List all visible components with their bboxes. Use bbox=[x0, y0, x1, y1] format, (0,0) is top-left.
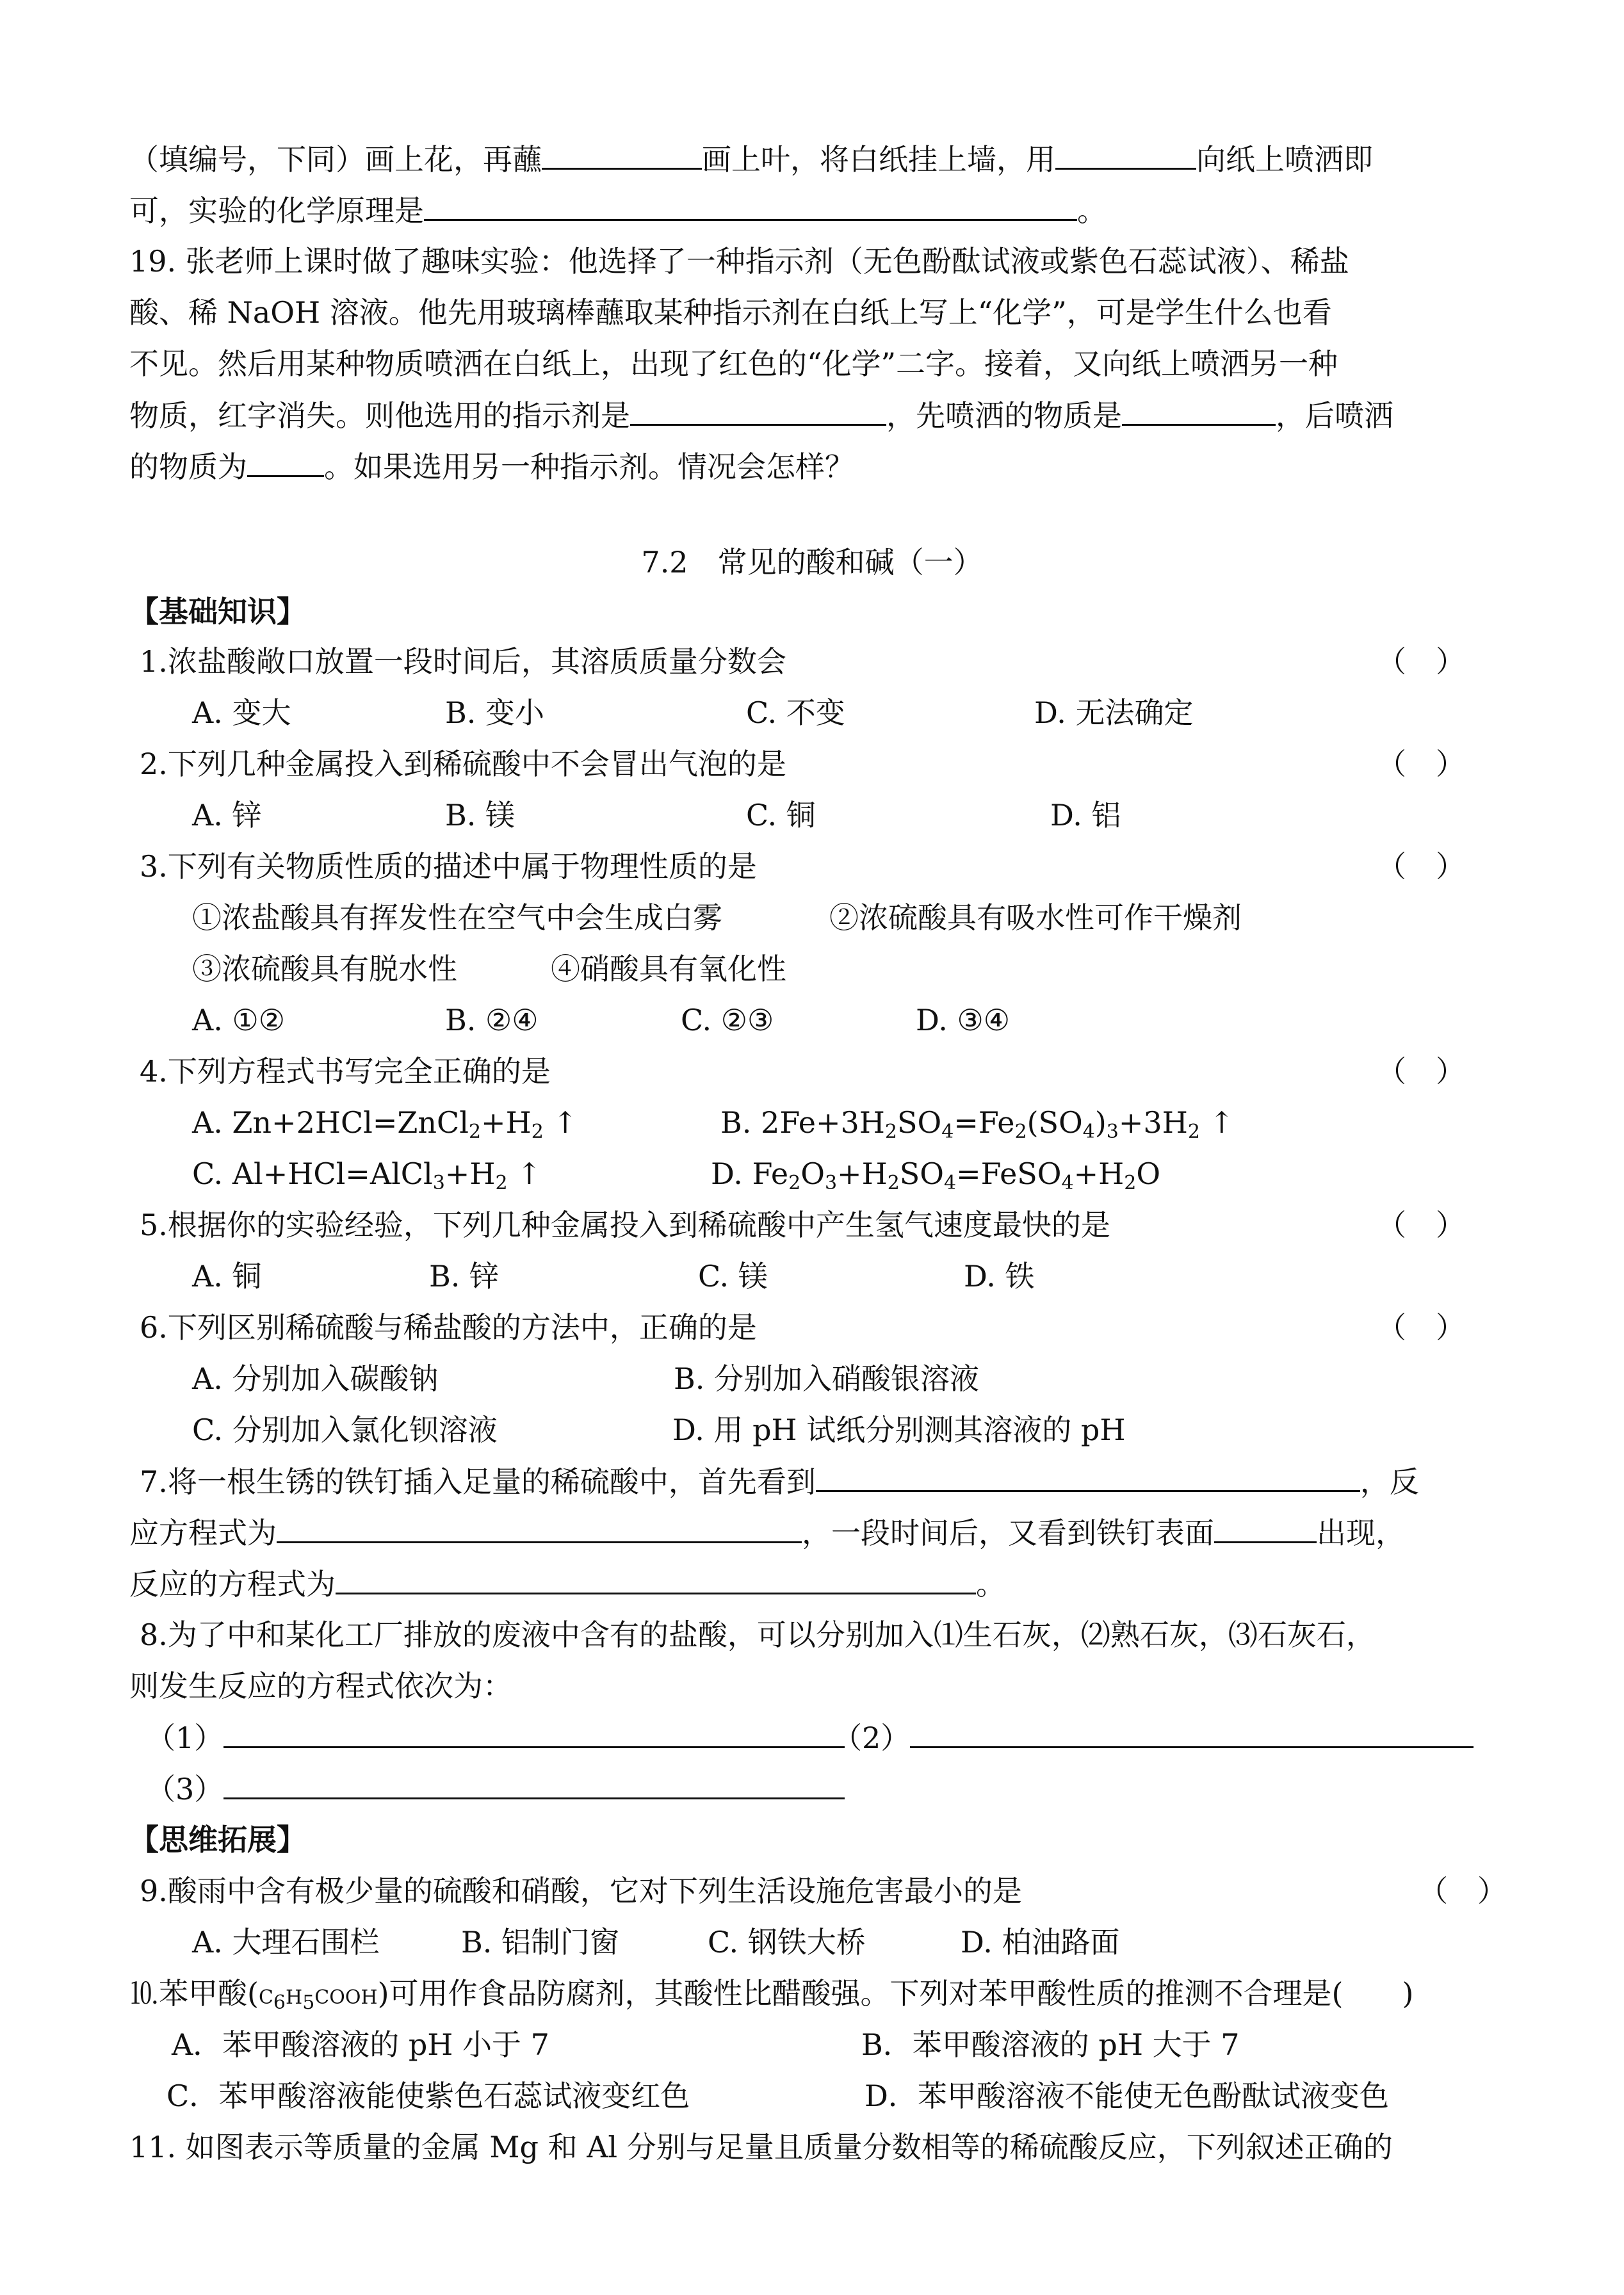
q6-stem: 6.下列区别稀硫酸与稀盐酸的方法中，正确的是 bbox=[140, 1310, 757, 1345]
q18-blank-1[interactable] bbox=[542, 140, 702, 170]
q1-answer-paren[interactable]: （ ） bbox=[1377, 644, 1465, 679]
q2-option-d[interactable]: D. 铝 bbox=[1050, 798, 1121, 832]
q6-option-a[interactable]: A. 分别加入碳酸钠 bbox=[192, 1361, 439, 1396]
q8-answer-3 bbox=[146, 1769, 845, 1808]
q7-line2 bbox=[129, 1513, 1405, 1552]
q7-text: 。 bbox=[976, 1567, 1005, 1602]
q10-option-c[interactable]: C．苯甲酸溶液能使紫色石蕊试液变红色 bbox=[166, 2079, 690, 2113]
q19-text: ，先喷洒的物质是 bbox=[886, 398, 1122, 433]
q4-option-c[interactable]: C. $Al+HCl=AlCl_3+H_2$ ↑ bbox=[192, 1156, 542, 1194]
q9-option-a[interactable]: A. 大理石围栏 bbox=[192, 1925, 380, 1959]
section-title: 7.2 常见的酸和碱（一） bbox=[641, 545, 983, 580]
q3-item-4: ④硝酸具有氧化性 bbox=[551, 952, 786, 986]
q9-option-c[interactable]: C. 钢铁大桥 bbox=[708, 1925, 866, 1959]
q18-blank-2[interactable] bbox=[1055, 140, 1196, 170]
q10-option-a[interactable]: A．苯甲酸溶液的 pH 小于 7 bbox=[172, 2027, 549, 2062]
q18-text: （填编号，下同）画上花，再蘸 bbox=[129, 142, 542, 177]
option-label: D. bbox=[711, 1156, 752, 1191]
q1-option-a[interactable]: A. 变大 bbox=[192, 695, 291, 730]
option-label: A. bbox=[192, 1105, 232, 1140]
option-label: C. bbox=[192, 1156, 232, 1191]
thinking-extension-heading: 【思维拓展】 bbox=[129, 1822, 306, 1857]
q7-blank-equation-1[interactable] bbox=[277, 1513, 802, 1543]
q2-option-b[interactable]: B. 镁 bbox=[445, 798, 516, 832]
q3-stem: 3.下列有关物质性质的描述中属于物理性质的是 bbox=[140, 849, 757, 884]
q8-blank-2[interactable] bbox=[910, 1718, 1474, 1748]
q8-answer-2 bbox=[832, 1718, 1474, 1756]
q10-stem bbox=[129, 1974, 1413, 2013]
q3-option-b[interactable]: B. ②④ bbox=[445, 1003, 539, 1037]
q5-option-a[interactable]: A. 铜 bbox=[192, 1259, 262, 1293]
q18-text: 。 bbox=[1077, 193, 1107, 228]
q10-text: )可用作食品防腐剂，其酸性比醋酸强。下列对苯甲酸性质的推测不合理是( ) bbox=[377, 1976, 1414, 2011]
q19-line4 bbox=[129, 396, 1393, 434]
q11-line1: 11. 如图表示等质量的金属 Mg 和 Al 分别与足量且质量分数相等的稀硫酸反应，下列叙述正确的 bbox=[129, 2130, 1393, 2164]
q19-line3: 不见。然后用某种物质喷洒在白纸上，出现了红色的“化学”二字。接着，又向纸上喷洒另一种 bbox=[129, 346, 1338, 381]
q18-line1 bbox=[129, 140, 1373, 178]
q8-label-2: （2） bbox=[832, 1721, 911, 1755]
q19-text: ，后喷洒 bbox=[1276, 398, 1393, 433]
q10-text: ⒑苯甲酸( bbox=[129, 1976, 259, 2011]
q9-option-b[interactable]: B. 铝制门窗 bbox=[461, 1925, 620, 1959]
q5-answer-paren[interactable]: （ ） bbox=[1377, 1208, 1465, 1242]
q7-line1 bbox=[140, 1462, 1419, 1500]
q4-option-b[interactable]: B. $2Fe+3H_2SO_4=Fe_2(SO_4)_3+3H_2$ ↑ bbox=[720, 1105, 1235, 1143]
q19-blank-first[interactable] bbox=[1122, 396, 1276, 426]
q18-blank-3[interactable] bbox=[424, 191, 1077, 221]
q2-answer-paren[interactable]: （ ） bbox=[1377, 747, 1465, 781]
q2-option-a[interactable]: A. 锌 bbox=[192, 798, 262, 832]
q7-line3 bbox=[129, 1564, 1005, 1603]
q7-text: 应方程式为 bbox=[129, 1516, 277, 1550]
q5-stem: 5.根据你的实验经验，下列几种金属投入到稀硫酸中产生氢气速度最快的是 bbox=[140, 1208, 1110, 1242]
q7-blank-observation-1[interactable] bbox=[816, 1462, 1360, 1492]
q18-text: 画上叶，将白纸挂上墙，用 bbox=[702, 142, 1055, 177]
q3-item-1: ①浓盐酸具有挥发性在空气中会生成白雾 bbox=[192, 900, 722, 935]
q3-answer-paren[interactable]: （ ） bbox=[1377, 849, 1465, 884]
q8-label-1: （1） bbox=[146, 1721, 224, 1755]
q5-option-d[interactable]: D. 铁 bbox=[964, 1259, 1035, 1293]
q6-answer-paren[interactable]: （ ） bbox=[1377, 1310, 1465, 1345]
q9-stem: 9.酸雨中含有极少量的硫酸和硝酸，它对下列生活设施危害最小的是 bbox=[140, 1874, 1022, 1908]
q10-option-b[interactable]: B．苯甲酸溶液的 pH 大于 7 bbox=[861, 2027, 1240, 2062]
q8-blank-3[interactable] bbox=[223, 1769, 845, 1799]
q1-option-d[interactable]: D. 无法确定 bbox=[1034, 695, 1194, 730]
q6-option-c[interactable]: C. 分别加入氯化钡溶液 bbox=[192, 1413, 498, 1447]
q1-stem: 1.浓盐酸敞口放置一段时间后，其溶质质量分数会 bbox=[140, 644, 786, 679]
q8-label-3: （3） bbox=[146, 1772, 224, 1806]
q4-option-a[interactable]: A. $Zn+2HCl=ZnCl_2+H_2$ ↑ bbox=[192, 1105, 578, 1143]
q19-blank-second[interactable] bbox=[247, 447, 324, 477]
q19-text: 物质，红字消失。则他选用的指示剂是 bbox=[129, 398, 630, 433]
q10-option-d[interactable]: D．苯甲酸溶液不能使无色酚酞试液变色 bbox=[865, 2079, 1389, 2113]
q18-line2 bbox=[129, 191, 1107, 229]
q10-formula: $C_6H_5COOH$ bbox=[258, 1986, 378, 2014]
q7-text: 7.将一根生锈的铁钉插入足量的稀硫酸中，首先看到 bbox=[140, 1464, 816, 1499]
q4-answer-paren[interactable]: （ ） bbox=[1377, 1054, 1465, 1089]
q7-text: ，一段时间后，又看到铁钉表面 bbox=[802, 1516, 1214, 1550]
q2-option-c[interactable]: C. 铜 bbox=[746, 798, 816, 832]
q3-item-3: ③浓硫酸具有脱水性 bbox=[192, 952, 457, 986]
q9-answer-paren[interactable]: （ ） bbox=[1418, 1874, 1507, 1908]
q8-answer-1 bbox=[146, 1718, 845, 1756]
q3-item-2: ②浓硫酸具有吸水性可作干燥剂 bbox=[829, 900, 1242, 935]
q3-option-c[interactable]: C. ②③ bbox=[681, 1003, 774, 1037]
q18-text: 向纸上喷洒即 bbox=[1196, 142, 1373, 177]
q8-blank-1[interactable] bbox=[223, 1718, 845, 1748]
q5-option-b[interactable]: B. 锌 bbox=[429, 1259, 499, 1293]
q19-text: 的物质为 bbox=[129, 450, 247, 484]
q1-option-c[interactable]: C. 不变 bbox=[746, 695, 845, 730]
q6-option-d[interactable]: D. 用 pH 试纸分别测其溶液的 pH bbox=[672, 1413, 1126, 1447]
q4-option-d[interactable]: D. $Fe_2O_3+H_2SO_4=FeSO_4+H_2O$ bbox=[711, 1156, 1161, 1194]
q3-option-d[interactable]: D. ③④ bbox=[916, 1003, 1010, 1037]
q3-option-a[interactable]: A. ①② bbox=[192, 1003, 285, 1037]
q7-text: 出现， bbox=[1317, 1516, 1405, 1550]
q1-option-b[interactable]: B. 变小 bbox=[445, 695, 545, 730]
q19-blank-indicator[interactable] bbox=[630, 396, 886, 426]
q7-blank-equation-2[interactable] bbox=[336, 1564, 976, 1594]
q6-option-b[interactable]: B. 分别加入硝酸银溶液 bbox=[674, 1361, 980, 1396]
q19-line2: 酸、稀 NaOH 溶液。他先用玻璃棒蘸取某种指示剂在白纸上写上“化学”，可是学生什么也看 bbox=[129, 295, 1332, 330]
q19-text: 。如果选用另一种指示剂。情况会怎样？ bbox=[324, 450, 854, 484]
q8-line1: 8.为了中和某化工厂排放的废液中含有的盐酸，可以分别加入⑴生石灰，⑵熟石灰，⑶石灰石， bbox=[140, 1618, 1376, 1652]
q19-line1: 19. 张老师上课时做了趣味实验：他选择了一种指示剂（无色酚酞试液或紫色石蕊试液）、稀盐 bbox=[129, 244, 1349, 279]
q19-line5 bbox=[129, 447, 854, 485]
q7-blank-observation-2[interactable] bbox=[1214, 1513, 1317, 1543]
q4-stem: 4.下列方程式书写完全正确的是 bbox=[140, 1054, 551, 1089]
q8-line2: 则发生反应的方程式依次为： bbox=[129, 1669, 512, 1703]
basic-knowledge-heading: 【基础知识】 bbox=[129, 594, 306, 629]
option-label: B. bbox=[720, 1105, 761, 1140]
q9-option-d[interactable]: D. 柏油路面 bbox=[961, 1925, 1120, 1959]
q7-text: ，反 bbox=[1360, 1464, 1419, 1499]
q18-text: 可，实验的化学原理是 bbox=[129, 193, 424, 228]
q2-stem: 2.下列几种金属投入到稀硫酸中不会冒出气泡的是 bbox=[140, 747, 786, 781]
q7-text: 反应的方程式为 bbox=[129, 1567, 336, 1602]
q5-option-c[interactable]: C. 镁 bbox=[698, 1259, 768, 1293]
